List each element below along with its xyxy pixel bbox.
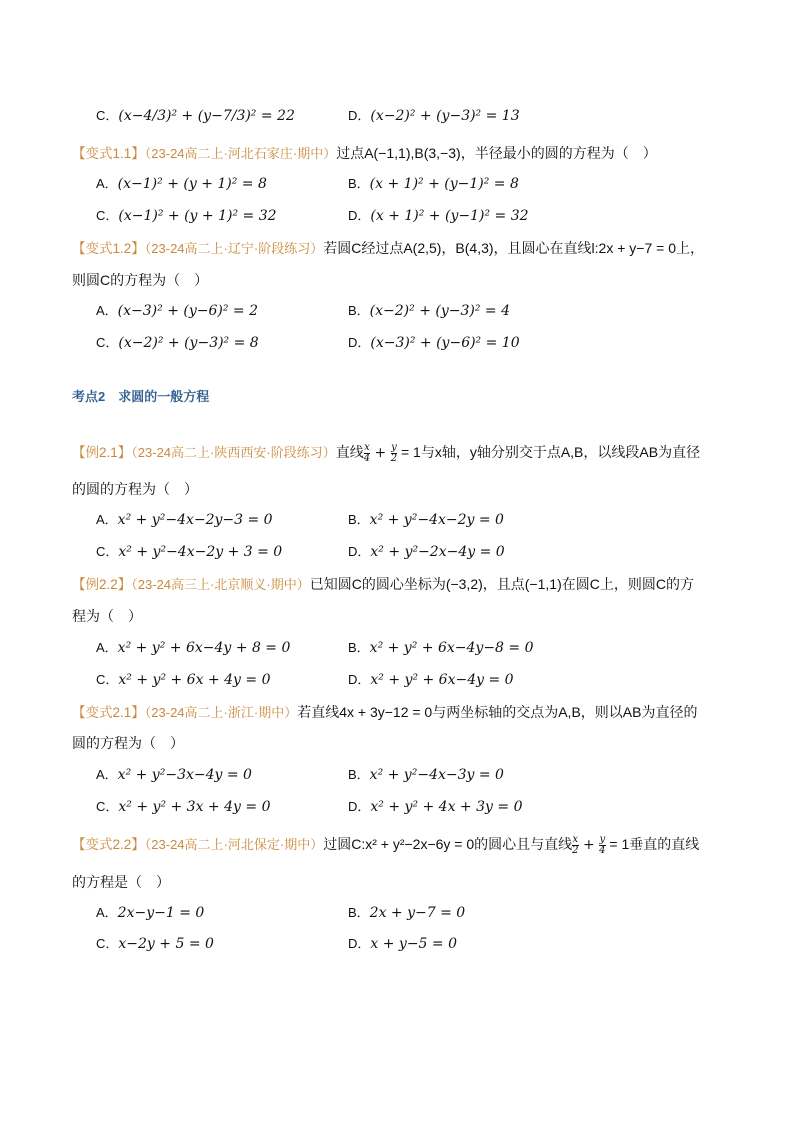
question-text-line2: 则圆C的方程为（ ） — [72, 272, 209, 288]
question-tag: 【变式2.2】 — [72, 837, 145, 852]
options-row-cd — [96, 934, 736, 954]
fraction-denominator: 2 — [390, 452, 398, 464]
option-letter: D． — [348, 799, 371, 814]
options-row-ab — [96, 638, 736, 658]
option-b — [348, 510, 504, 530]
option-d — [348, 670, 514, 690]
options-row-cd — [96, 206, 736, 226]
question-source: （23-24高二上·辽宁·阶段练习） — [144, 241, 324, 256]
option-letter: D． — [348, 544, 371, 559]
options-row-cd — [96, 797, 736, 817]
question-variant-2-2 — [72, 834, 699, 856]
options-row-ab — [96, 174, 736, 194]
option-a — [96, 765, 252, 785]
option-d — [348, 106, 520, 126]
option-expression: (x−3)² + (y−6)² = 10 — [370, 335, 520, 351]
option-letter: D． — [348, 108, 371, 123]
option-expression: (x−1)² + (y + 1)² = 32 — [118, 208, 277, 224]
question-tag: 【例2.2】 — [72, 577, 132, 592]
option-d — [348, 797, 522, 817]
options-row-cd — [96, 333, 736, 353]
fraction-numerator: y — [391, 441, 397, 453]
question-example-2-1 — [72, 442, 700, 464]
fraction-denominator: 4 — [599, 844, 606, 856]
option-expression: x−2y + 5 = 0 — [118, 936, 214, 952]
question-text-line2: 的圆的方程为（ ） — [72, 481, 198, 497]
option-expression: (x + 1)² + (y−1)² = 32 — [370, 208, 529, 224]
fraction-denominator: 4 — [363, 452, 371, 464]
options-row-ab — [96, 301, 736, 321]
option-letter: A． — [96, 905, 118, 920]
option-a — [96, 301, 258, 321]
question-variant-1-2 — [72, 238, 704, 259]
option-d — [348, 206, 529, 226]
option-expression: 2x + y−7 = 0 — [369, 905, 466, 921]
plus-sign: + — [370, 445, 391, 461]
option-a — [96, 510, 273, 530]
question-text-line2: 程为（ ） — [72, 608, 142, 624]
option-b — [348, 301, 510, 321]
option-expression: (x−2)² + (y−3)² = 13 — [370, 108, 520, 124]
option-c — [96, 670, 270, 690]
question-tag: 【变式1.2】 — [72, 241, 145, 256]
plus-sign: + — [578, 837, 600, 853]
question-source: （23-24高二上·陕西西安·阶段练习） — [131, 445, 336, 460]
option-letter: B． — [348, 767, 370, 782]
option-expression: (x−3)² + (y−6)² = 2 — [117, 303, 258, 319]
option-expression: x² + y² + 3x + 4y = 0 — [118, 799, 271, 815]
question-text: = 1与x轴，y轴分别交于点A,B，以线段AB为直径 — [397, 444, 701, 460]
option-c — [96, 542, 282, 562]
option-expression: x² + y² + 6x + 4y = 0 — [118, 672, 271, 688]
option-c — [96, 206, 277, 226]
option-letter: C． — [96, 108, 119, 123]
question-tag: 【变式1.1】 — [72, 146, 145, 161]
option-letter: D． — [348, 208, 371, 223]
option-letter: A． — [96, 176, 118, 191]
option-b — [348, 903, 465, 923]
option-c — [96, 797, 270, 817]
option-expression: x² + y² + 6x−4y + 8 = 0 — [117, 640, 291, 656]
option-a — [96, 174, 267, 194]
option-expression: x² + y² + 4x + 3y = 0 — [370, 799, 523, 815]
options-row-ab — [96, 903, 736, 923]
option-letter: B． — [348, 512, 370, 527]
question-text: = 1垂直的直线 — [605, 836, 700, 852]
option-a — [96, 638, 290, 658]
question-text: 过点A(−1,1),B(3,−3)，半径最小的圆的方程为（ ） — [336, 145, 657, 161]
option-letter: B． — [348, 905, 370, 920]
option-c — [96, 333, 259, 353]
question-source: （23-24高二上·浙江·期中） — [144, 705, 298, 720]
option-expression: x² + y²−4x−3y = 0 — [369, 767, 504, 783]
option-letter: A． — [96, 512, 118, 527]
options-row-cd — [96, 542, 736, 562]
fraction-numerator: x — [572, 833, 579, 845]
option-letter: D． — [348, 672, 371, 687]
option-c — [96, 934, 214, 954]
question-text-line2: 圆的方程为（ ） — [72, 735, 184, 751]
option-letter: B． — [348, 303, 370, 318]
section-heading: 考点2 求圆的一般方程 — [72, 389, 210, 404]
question-source: （23-24高二上·河北石家庄·期中） — [144, 146, 337, 161]
fraction-numerator: y — [599, 833, 606, 845]
option-expression: x² + y²−3x−4y = 0 — [117, 767, 252, 783]
option-letter: C． — [96, 799, 119, 814]
question-text-line2: 的方程是（ ） — [72, 874, 170, 890]
option-letter: D． — [348, 335, 371, 350]
question-source: （23-24高二上·河北保定·期中） — [144, 837, 324, 852]
option-letter: C． — [96, 208, 119, 223]
question-text: 过圆C:x² + y²−2x−6y = 0的圆心且与直线 — [323, 836, 573, 852]
option-a — [96, 903, 204, 923]
option-d — [348, 934, 457, 954]
option-b — [348, 174, 519, 194]
question-text: 已知圆C的圆心坐标为(−3,2)，且点(−1,1)在圆C上，则圆C的方 — [309, 576, 694, 592]
option-d — [348, 333, 520, 353]
fraction-numerator: x — [364, 441, 370, 453]
option-expression: x² + y² + 6x−4y−8 = 0 — [369, 640, 534, 656]
option-expression: (x−4/3)² + (y−7/3)² = 22 — [118, 108, 295, 124]
option-expression: (x−2)² + (y−3)² = 4 — [369, 303, 510, 319]
option-expression: (x + 1)² + (y−1)² = 8 — [369, 176, 519, 192]
question-variant-1-1 — [72, 143, 657, 164]
option-expression: (x−1)² + (y + 1)² = 8 — [117, 176, 267, 192]
option-b — [348, 638, 534, 658]
options-row-ab — [96, 510, 736, 530]
question-text: 若直线4x + 3y−12 = 0与两坐标轴的交点为A,B，则以AB为直径的 — [297, 704, 698, 720]
option-expression: (x−2)² + (y−3)² = 8 — [118, 335, 259, 351]
option-letter: A． — [96, 767, 118, 782]
option-letter: C． — [96, 544, 119, 559]
option-expression: x + y−5 = 0 — [370, 936, 458, 952]
option-letter: A． — [96, 640, 118, 655]
option-letter: C． — [96, 936, 119, 951]
option-expression: x² + y²−4x−2y−3 = 0 — [117, 512, 273, 528]
option-expression: x² + y²−2x−4y = 0 — [370, 544, 505, 560]
option-expression: 2x−y−1 = 0 — [117, 905, 205, 921]
question-tag: 【例2.1】 — [72, 445, 132, 460]
option-expression: x² + y²−4x−2y + 3 = 0 — [118, 544, 283, 560]
question-example-2-2 — [72, 574, 694, 595]
options-row-cd — [96, 670, 736, 690]
option-letter: D． — [348, 936, 371, 951]
question-tag: 【变式2.1】 — [72, 705, 145, 720]
option-letter: C． — [96, 335, 119, 350]
fraction-denominator: 2 — [572, 844, 579, 856]
question-text: 直线 — [335, 444, 364, 460]
option-expression: x² + y² + 6x−4y = 0 — [370, 672, 514, 688]
option-c — [96, 106, 295, 126]
prev-question-options — [96, 106, 736, 126]
option-letter: B． — [348, 176, 370, 191]
question-variant-2-1 — [72, 702, 697, 723]
question-source: （23-24高三上·北京顺义·期中） — [131, 577, 310, 592]
options-row-ab — [96, 765, 736, 785]
option-letter: A． — [96, 303, 118, 318]
option-expression: x² + y²−4x−2y = 0 — [369, 512, 504, 528]
option-letter: B． — [348, 640, 370, 655]
option-b — [348, 765, 504, 785]
option-letter: C． — [96, 672, 119, 687]
question-text: 若圆C经过点A(2,5)，B(4,3)，且圆心在直线l:2x + y−7 = 0上， — [323, 240, 705, 256]
option-d — [348, 542, 505, 562]
